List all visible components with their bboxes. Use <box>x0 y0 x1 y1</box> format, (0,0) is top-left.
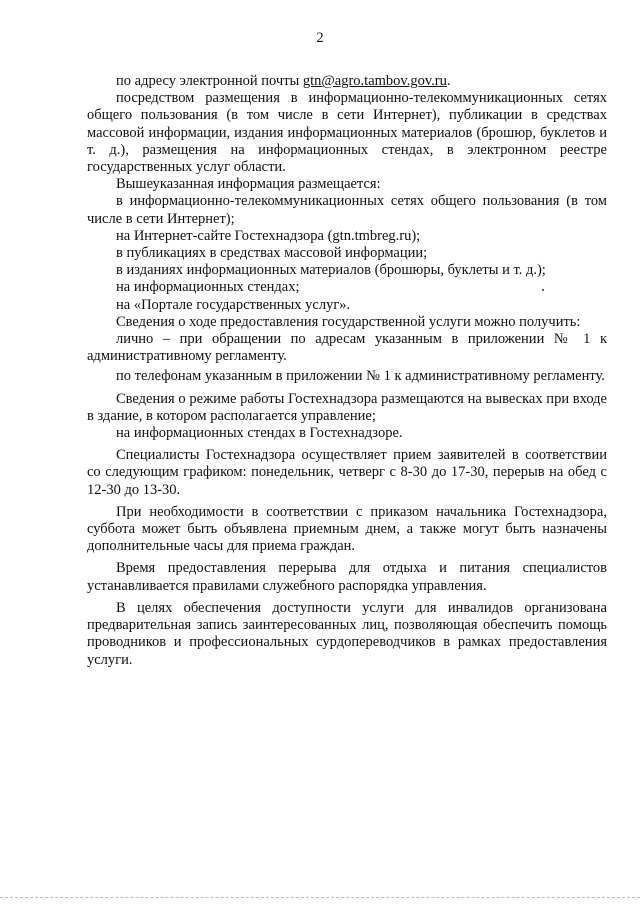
paragraph-break-time: Время предоставления перерыва для отдыха и питания специалистов устанавливается правилами служебного распорядка управления. <box>87 560 607 594</box>
paragraph-saturday-reception: При необходимости в соответствии с приказом начальника Гостехнадзора, суббота может быть объявлена приемным днем, а также могут быть назначены дополнительные часы для приема граждан. <box>87 503 607 555</box>
paragraph-progress-info: Сведения о ходе предоставления государственной услуги можно получить: <box>116 313 581 330</box>
list-item-media: в публикациях в средствах массовой информации; <box>116 245 428 262</box>
email-link[interactable]: gtn@agro.tambov.gov.ru <box>302 73 447 89</box>
paragraph-publication-channels: посредством размещения в информационно-телекоммуникационных сетях общего пользования (в том числе в сети Интернет), публикации в средствах массовой информации, издания информационных материалов (брошюр, буклетов и т. д.), размещения на информационных стендах, в электронном реестре государственных услуг области. <box>87 90 607 176</box>
list-item-networks: в информационно-телекоммуникационных сетях общего пользования (в том числе в сети Интернет); <box>87 193 607 227</box>
list-item-stands: на информационных стендах; <box>116 279 300 296</box>
email-trailing-text: . <box>446 73 451 89</box>
list-item-phone: по телефонам указанным в приложении № 1 к административному регламенту. <box>116 368 605 385</box>
paragraph-accessibility: В целях обеспечения доступности услуги для инвалидов организована предварительная запись заинтересованных лиц, позволяющая обеспечить помощь проводников и профессиональных сурдопереводчиков в рамках предоставления услуги. <box>87 599 607 668</box>
list-item-portal: на «Портале государственных услуг». <box>116 296 351 313</box>
list-item-website: на Интернет-сайте Гостехнадзора (gtn.tmbreg.ru); <box>116 227 421 244</box>
email-paragraph <box>87 73 607 90</box>
scan-speck <box>542 289 544 291</box>
paragraph-info-placed: Вышеуказанная информация размещается: <box>116 176 381 193</box>
document-body <box>87 73 607 669</box>
page-bottom-edge <box>0 897 640 898</box>
paragraph-working-hours-info: Сведения о режиме работы Гостехнадзора размещаются на вывесках при входе в здание, в котором располагается управление; <box>87 390 607 424</box>
list-item-info-stands: на информационных стендах в Гостехнадзоре. <box>116 425 403 442</box>
email-intro-text: по адресу электронной почты <box>116 73 303 89</box>
page-number: 2 <box>316 30 324 46</box>
list-item-in-person: лично – при обращении по адресам указанным в приложении № 1 к административному регламенту. <box>87 331 607 365</box>
paragraph-reception-schedule: Специалисты Гостехнадзора осуществляет прием заявителей в соответствии со следующим графиком: понедельник, четверг с 8-30 до 17-30, перерыв на обед с 12-30 до 13-30. <box>87 447 607 498</box>
list-item-materials: в изданиях информационных материалов (брошюры, буклеты и т. д.); <box>116 262 546 279</box>
